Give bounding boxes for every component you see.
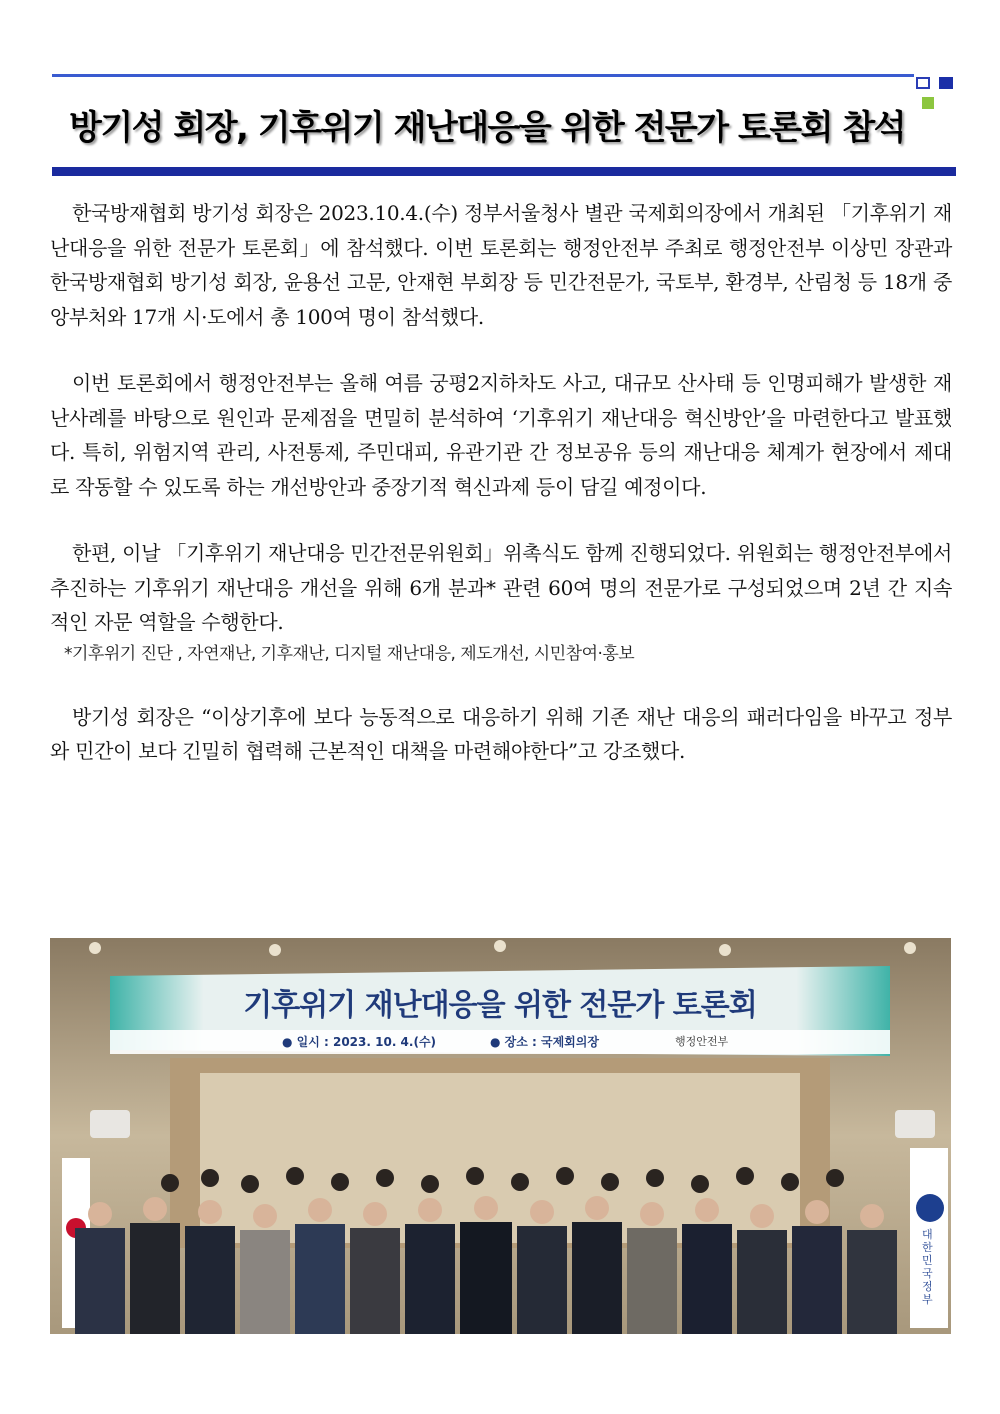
title-underline [52,167,956,176]
flag-text: 대한민국정부 [922,1228,933,1306]
banner-date: ● 일시 : 2023. 10. 4.(수) [282,1035,437,1049]
paragraph-2: 이번 토론회에서 행정안전부는 올해 여름 궁평2지하차도 사고, 대규모 산사태 등 인명피해가 발생한 재난사례를 바탕으로 원인과 문제점을 면밀히 분석하여 ‘기후위기 재난대응 혁신방안’을 마련한다고 발표했다. 특히, 위험지역 관리, 사전통제, 주민대피, 유관기관 간 정보공유 등의 재난대응 체계가 현장에서 제대로 작동할 수 있도록 하는 개선방안과 중장기적 혁신과제 등이 담길 예정이다. [50,371,952,499]
page-title: 방기성 회장, 기후위기 재난대응을 위한 전문가 토론회 참석 [68,108,906,148]
paragraph-1: 한국방재협회 방기성 회장은 2023.10.4.(수) 정부서울청사 별관 국제회의장에서 개최된 「기후위기 재난대응을 위한 전문가 토론회」에 참석했다. 이번 토론회는 행정안전부 주최로 행정안전부 이상민 장관과 한국방재협회 방기성 회장, 윤용선 고문, 안재현 부회장 등 민간전문가, 국토부, 환경부, 산림청 등 18개 중앙부처와 17개 시·도에서 총 100여 명이 참석했다. [50,201,952,329]
decor-square-green [922,97,934,109]
decor-square-outline [916,77,930,89]
decor-square-filled [939,77,953,89]
paragraph-3: 한편, 이날 「기후위기 재난대응 민간전문위원회」위촉식도 함께 진행되었다. 위원회는 행정안전부에서 추진하는 기후위기 재난대응 개선을 위해 6개 분과* 관련 60여 명의 전문가로 구성되었으며 2년 간 지속적인 자문 역할을 수행한다. [50,541,952,634]
banner-title: 기후위기 재난대응을 위한 전문가 토론회 [243,988,757,1023]
top-rule [52,74,914,77]
event-photo [50,938,951,1334]
article-body [50,196,952,769]
paragraph-closing: 방기성 회장은 “이상기후에 보다 능동적으로 대응하기 위해 기존 재난 대응의 패러다임을 바꾸고 정부와 민간이 보다 긴밀히 협력해 근본적인 대책을 마련해야한다”고 강조했다. [50,704,952,763]
banner-place: ● 장소 : 국제회의장 [490,1035,599,1049]
banner-org: 행정안전부 [675,1035,729,1048]
footnote: *기후위기 진단 , 자연재난, 기후재난, 디지털 재난대응, 제도개선, 시민참여·홍보 [64,643,635,664]
